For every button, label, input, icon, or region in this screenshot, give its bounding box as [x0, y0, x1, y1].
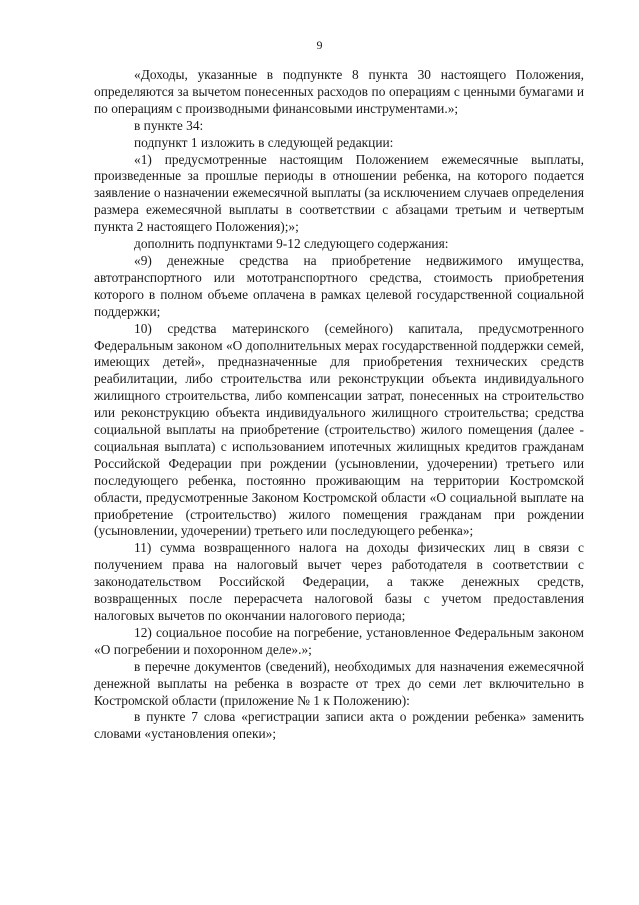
paragraph: в пункте 34:	[134, 117, 204, 133]
paragraph: 12) социальное пособие на погребение, установленное Федеральным законом «О погребении и похоронном деле».»;	[94, 624, 584, 657]
paragraph: «Доходы, указанные в подпункте 8 пункта 30 настоящего Положения, определяются за вычетом понесенных расходов по операциям с ценными бумагами и по операциям с производными финансовыми инструментами.»;	[94, 67, 584, 116]
paragraph: подпункт 1 изложить в следующей редакции:	[134, 134, 394, 150]
paragraph: дополнить подпунктами 9-12 следующего содержания:	[134, 236, 449, 252]
paragraph: «1) предусмотренные настоящим Положением ежемесячные выплаты, произведенные за прошлые периоды в отношении ребенка, на которого подается заявление о назначении ежемесячной выплаты (за исключением случаев определения размера ежемесячной выплаты в соответствии с абзацами третьим и четвертым пункта 2 настоящего Положения);»;	[94, 151, 584, 235]
paragraph: 11) сумма возвращенного налога на доходы физических лиц в связи с получением права на налоговый вычет через работодателя в соответствии с законодательством Российской Федерации, а также денежных средств, возвращенных после перерасчета налоговой базы с учетом предоставления налоговых вычетов по окончании налогового периода;	[94, 540, 584, 623]
paragraph: в перечне документов (сведений), необходимых для назначения ежемесячной денежной выплаты на ребенка в возрасте от трех до семи лет включительно в Костромской области (приложение № 1 к Положению):	[94, 658, 584, 708]
document-body	[94, 67, 584, 743]
paragraph: в пункте 7 слова «регистрации записи акта о рождении ребенка» заменить словами «установления опеки»;	[94, 709, 584, 742]
page-number: 9	[316, 38, 323, 52]
paragraph: 10) средства материнского (семейного) капитала, предусмотренного Федеральным законом «О дополнительных мерах государственной поддержки семей, имеющих детей», предназначенные для приобретения технических средств реабилитации, либо строительства или реконструкции объекта индивидуального жилищного строительства, либо компенсации затрат, понесенных на строительство или реконструкцию объекта индивидуального жилищного строительства; средства социальной выплаты на приобретение (строительство) жилого помещения (далее - социальная выплата) с использованием ипотечных жилищных кредитов гражданам Российской Федерации при рождении (усыновлении, удочерении) третьего или последующего ребенка, постоянно проживающим на территории Костромской области, предусмотренные Законом Костромской области «О социальной выплате на приобретение (строительство) жилого помещения гражданам при рождении (усыновлении, удочерении) третьего или последующего ребенка»;	[94, 320, 584, 539]
paragraph: «9) денежные средства на приобретение недвижимого имущества, автотранспортного или мототранспортного средства, стоимость приобретения которого в полном объеме оплачена в рамках целевой государственной социальной поддержки;	[94, 252, 584, 319]
